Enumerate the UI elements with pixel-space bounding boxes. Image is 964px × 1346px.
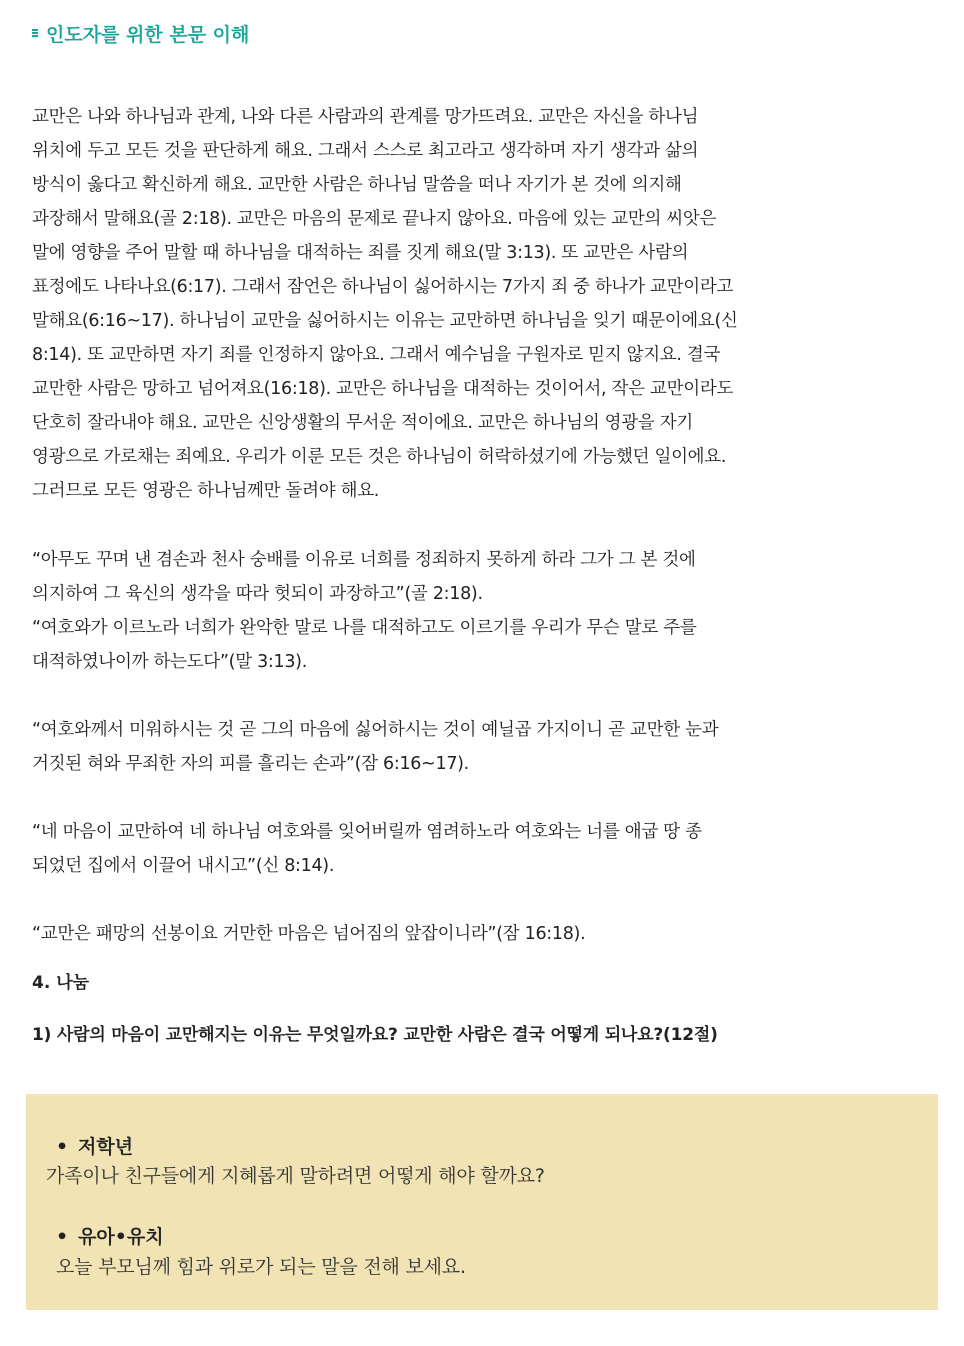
quote-prov-16-18: “교만은 패망의 선봉이요 거만한 마음은 넘어짐의 앞잡이니라”(잠 16:18). (32, 924, 586, 944)
sharing-question: 1) 사람의 마음이 교만해지는 이유는 무엇일까요? 교만한 사람은 결국 어떻게 되나요?(12절) (32, 1025, 718, 1045)
quote-deut-8-14: “네 마음이 교만하여 네 하나님 여호와를 잊어버릴까 염려하노라 여호와는 너를 애굽 땅 종 되었던 집에서 이끌어 내시고”(신 8:14). (32, 822, 702, 876)
preschool-label: 유아•유치 (78, 1226, 164, 1248)
bullet-icon: • (56, 1226, 69, 1248)
lower-grade-heading (56, 1132, 133, 1159)
commentary-section (32, 18, 932, 985)
quote-col-2-18: “아무도 꾸며 낸 겸손과 천사 숭배를 이유로 너희를 정죄하지 못하게 하라 그가 그 본 것에 의지하여 그 육신의 생각을 따라 헛되이 과장하고”(골 2:18). (32, 550, 696, 604)
section-title (32, 18, 932, 48)
bullet-icon: • (56, 1136, 69, 1158)
main-paragraph: 교만은 나와 하나님과 관계, 나와 다른 사람과의 관계를 망가뜨려요. 교만은 자신을 하나님 위치에 두고 모든 것을 판단하게 해요. 그래서 스스로 최고라고 생각하며 자기 생각과 삶의 방식이 옳다고 확신하게 해요. 교만한 사람은 하나님 말씀을 떠나 자기가 본 것에 의지해 과장해서 말해요(골 2:18). 교만은 마음의 문제로 끝나지 않아요. 마음에 있는 교만의 씨앗은 말에 영향을 주어 말할 때 하나님을 대적하는 죄를 짓게 해요(말 3:13). 또 교만은 사람의 표정에도 나타나요(6:17). 그래서 잠언은 하나님이 싫어하시는 7가지 죄 중 하나가 교만이라고 말해요(6:16~17). 하나님이 교만을 싫어하시는 이유는 교만하면 하나님을 잊기 때문이에요(신 8:14). 또 교만하면 자기 죄를 인정하지 않아요. 그래서 예수님을 구원자로 믿지 않지요. 결국 교만한 사람은 망하고 넘어져요(16:18). 교만은 하나님을 대적하는 것이어서, 작은 교만이라도 단호히 잘라내야 해요. 교만은 신앙생활의 무서운 적이에요. 교만은 하나님의 영광을 자기 영광으로 가로채는 죄예요. 우리가 이룬 모든 것은 하나님이 허락하셨기에 가능했던 일이에요. 그러므로 모든 영광은 하나님께만 돌려야 해요. (32, 107, 738, 501)
preschool-heading (56, 1222, 164, 1249)
quote-mal-3-13: “여호와가 이르노라 너희가 완악한 말로 나를 대적하고도 이르기를 우리가 무슨 말로 주를 대적하였나이까 하는도다”(말 3:13). (32, 618, 697, 672)
age-group-box (26, 1094, 938, 1310)
quote-prov-6-16: “여호와께서 미워하시는 것 곧 그의 마음에 싫어하시는 것이 예닐곱 가지이니 곧 교만한 눈과 거짓된 혀와 무죄한 자의 피를 흘리는 손과”(잠 6:16~17). (32, 720, 719, 774)
section-title-text: 인도자를 위한 본문 이해 (46, 23, 250, 46)
list-icon (32, 29, 38, 37)
lower-grade-label: 저학년 (78, 1136, 134, 1158)
lower-grade-text: 가족이나 친구들에게 지혜롭게 말하려면 어떻게 해야 할까요? (46, 1165, 545, 1187)
preschool-text: 오늘 부모님께 힘과 위로가 되는 말을 전해 보세요. (56, 1256, 466, 1278)
sharing-heading: 4. 나눔 (32, 973, 90, 993)
